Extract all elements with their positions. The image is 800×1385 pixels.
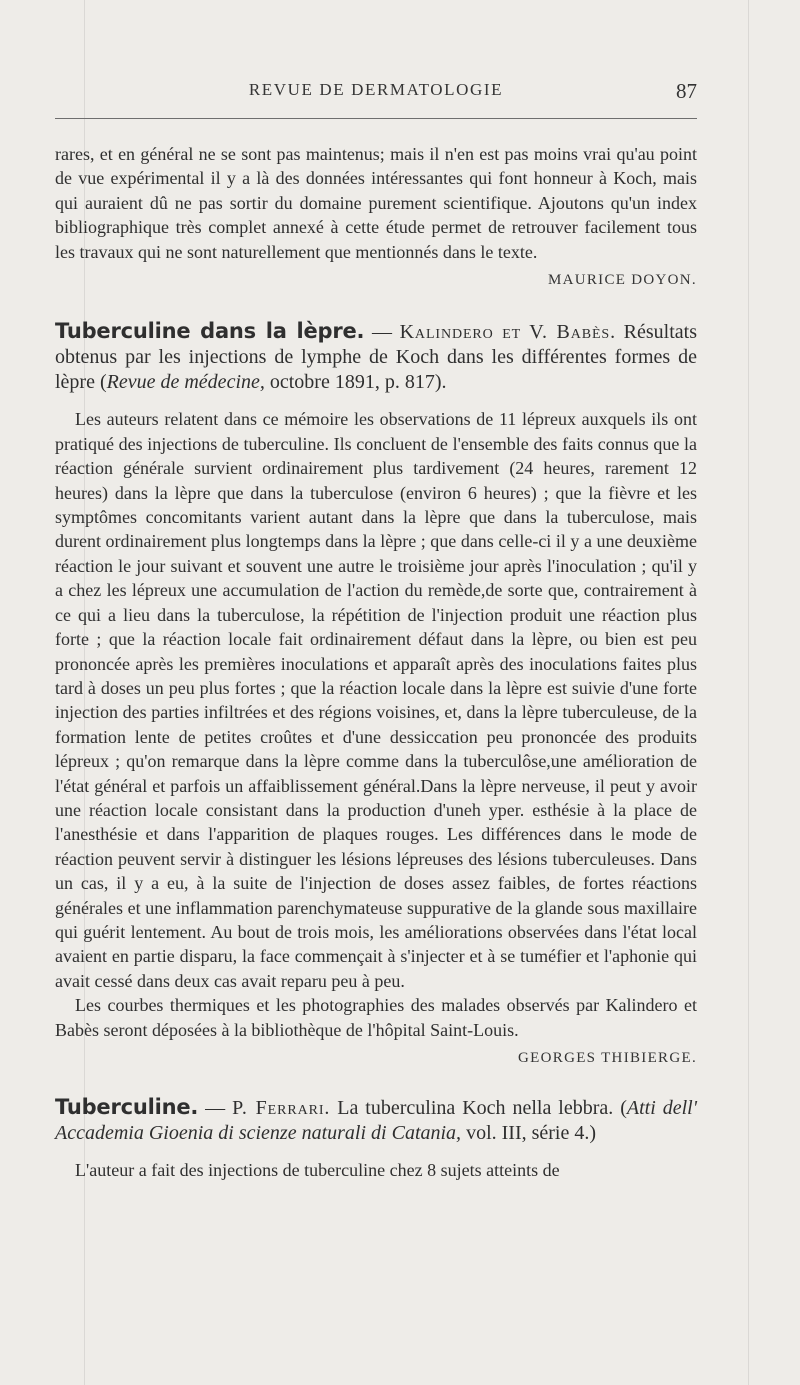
signature-maurice-doyon: MAURICE DOYON.	[547, 272, 697, 289]
continuation-paragraph: rares, et en général ne se sont pas maintenus; mais il n'en est pas moins vrai qu'au point de vue expérimental il y a là des données intéressantes qui font honneur à Koch, mais qui auraient dû ne pas sortir du domaine purement scientifique. Ajoutons qu'un index bibliographique très complet annexé à cette étude permet de retrouver facilement tous les travaux qui ne sont naturellement que mentionnés dans le texte.	[55, 144, 697, 262]
review-dash: —	[364, 321, 400, 344]
review-paragraph: L'auteur a fait des injections de tuberculine chez 8 sujets atteints de	[75, 1160, 560, 1181]
article-content	[55, 142, 697, 1183]
review-title-text: Résultats obtenus par les injections de lymphe de Koch dans les différentes formes de lèpre (	[55, 321, 697, 394]
journal-title: REVUE DE DERMATOLOGIE	[248, 80, 504, 99]
review-heading-kalindero	[55, 319, 697, 395]
running-header	[55, 80, 697, 112]
signature-georges-thibierge: GEORGES THIBIERGE.	[518, 1050, 697, 1066]
review-heading-ferrari	[55, 1095, 697, 1146]
review-topic: Tuberculine dans la lèpre.	[55, 319, 365, 344]
review-journal: Atti dell' Accademia Gioenia di scienze naturali di Catania,	[55, 1097, 697, 1145]
review-paragraph: Les auteurs relatent dans ce mémoire les observations de 11 lépreux auxquels ils ont pratiqué des injections de tuberculine. Ils concluent de l'ensemble des faits connus que la réaction générale survient ordinairement plus tardivement (24 heures, rarement 12 heures) dans la lèpre que dans la tuberculose (environ 6 heures) ; que la fièvre et les symptômes concomitants varient autant dans la lèpre que dans la tuberculose, mais durent ordinairement plus longtemps dans la lèpre ; que dans celle-ci il y a une deuxième réaction le jour suivant et souvent une autre le troisième jour après l'inoculation ; qu'il y a chez les lépreux une accumulation de l'action du remède,de sorte que, contrairement à ce qui a lieu dans la tuberculose, la répétition de l'injection produit une réaction plus forte ; que la réaction locale fait ordinairement défaut dans la lèpre, ou bien est peu prononcée après les premières inoculations et apparaît après des inoculations faites plus tard à doses un peu plus fortes ; que la réaction locale dans la lèpre est suivie d'une forte injection des parties infiltrées et des régions voisines, et, dans la lèpre tuberculeuse, de la formation lente de petites croûtes et d'une dessiccation peu prononcée des produits lépreux ; qu'on remarque dans la lèpre comme dans la tuberculôse,une amélioration de l'état général et parfois un affaiblissement général.Dans la lèpre nerveuse, il peut y avoir une réaction locale consistant dans la production d'uneh yper. esthésie à la place de l'anesthésie et dans l'apparition de plaques rouges. Les différences dans le mode de réaction peuvent servir à distinguer les lésions lépreuses des lésions tuberculeuses. Dans un cas, il y a eu, à la suite de l'injection de doses assez faibles, de fortes réactions générales et une inflammation parenchymateuse suppurative de la glande sous maxillaire qui guérit lentement. Au bout de trois mois, les améliorations observées dans l'état local avaient en partie disparu, la face commençait à s'injecter et à se tuméfier et l'aphonie qui avait cessé dans deux cas avait reparu peu à peu.	[55, 409, 697, 991]
review-dash: —	[198, 1097, 233, 1120]
review-topic: Tuberculine.	[55, 1095, 199, 1120]
review-authors: Kalindero et V. Babès.	[399, 321, 617, 344]
review-authors: P. Ferrari.	[232, 1097, 331, 1120]
page-number: 87	[676, 79, 697, 103]
review-citation-tail: octobre 1891, p. 817).	[264, 371, 447, 394]
review-journal: Revue de médecine,	[106, 371, 265, 394]
review-citation-tail: vol. III, série 4.)	[461, 1122, 597, 1145]
review-paragraph: Les courbes thermiques et les photographies des malades observés par Kalindero et Babès seront déposées à la bibliothèque de l'hôpital Saint-Louis.	[55, 995, 697, 1040]
scan-line	[748, 0, 749, 1385]
header-rule	[55, 118, 697, 119]
review-title-text: La tuberculina Koch nella lebbra. (	[330, 1097, 627, 1120]
